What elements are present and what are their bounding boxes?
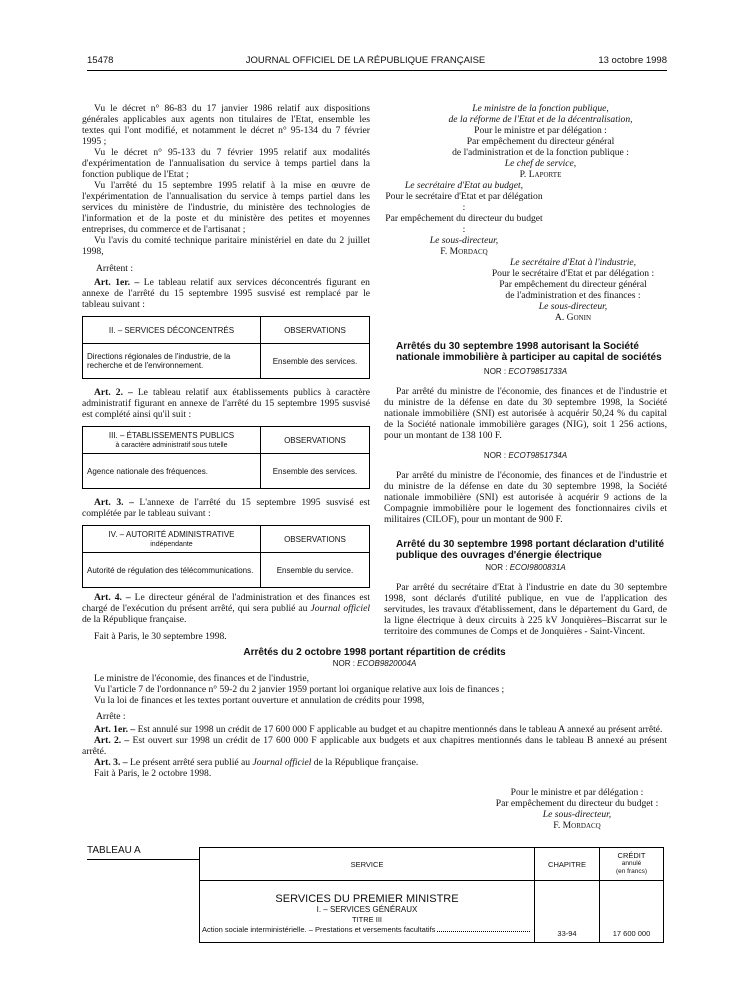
tableau-a — [199, 847, 664, 943]
tableau-label-rule — [87, 859, 199, 860]
decree-paragraph: Par arrêté du ministre de l'économie, des finances et de l'industrie et du ministre de la défense en date du 30 septembre 1998, la Société nationale immobilière (SNI) est autorisée à acquérir 9 actions de la Compagnie immobilière pour le logement des fonctionnaires civils et militaires (CILOF), pour un montant de 900 F. — [384, 470, 667, 525]
article-4: Art. 4. – Le directeur général de l'administration et des finances est chargé de l'exécution du présent arrêté, qui sera publié au Journal officiel de la République française. — [82, 592, 370, 625]
column-header-service: SERVICE — [200, 848, 535, 881]
table-header: II. – SERVICES DÉCONCENTRÉS — [83, 317, 261, 344]
visa-paragraph: Vu l'avis du comité technique paritaire ministériel en date du 2 juillet 1998, — [82, 235, 370, 257]
visa-paragraph: Vu l'arrêté du 15 septembre 1995 relatif à la mise en œuvre de l'expérimentation de l'annualisation du service à temps partiel dans les services du ministère de l'industrie, du ministère des technologies de l'information et de la poste et du ministère des petites et moyennes entreprises, du commerce et de l'artisanat ; — [82, 180, 370, 235]
right-column — [384, 103, 667, 637]
service-subtitle: I. – SERVICES GÉNÉRAUX — [316, 905, 418, 914]
article-3: Art. 3. – Le présent arrêté sera publié au Journal officiel de la République française. — [94, 757, 419, 768]
preamble-line: Le ministre de l'économie, des finances et de l'industrie, — [94, 673, 309, 684]
article-text: Le tableau relatif aux services déconcentrés figurant en annexe de l'arrêté du 15 septembre 1995 susvisé est remplacé par le tableau suivant : — [82, 277, 370, 310]
article-label: Art. 1er. – — [94, 277, 140, 288]
decree-paragraph: Par arrêté du secrétaire d'Etat à l'industrie en date du 30 septembre 1998, sont déclarés d'utilité publique, en vue de l'application des servitudes, les travaux d'établissement, dans le département du Gard, de la ligne électrique à deux circuits à 225 kV Jonquières–Biscarrat sur le territoire des communes de Comps et de Jonquières - Saint-Vincent. — [384, 582, 667, 637]
table-cell: Ensemble du service. — [260, 553, 369, 588]
table-header: III. – ÉTABLISSEMENTS PUBLICS à caractère administratif sous tutelle — [83, 427, 261, 454]
section-title: Arrêté du 30 septembre 1998 portant déclaration d'utilité publique des ouvrages d'énergie électrique — [396, 539, 665, 561]
journal-title: JOURNAL OFFICIEL DE LA RÉPUBLIQUE FRANÇAISE — [245, 55, 486, 66]
bottom-section — [82, 647, 667, 831]
table-cell: Autorité de régulation des télécommunications. — [83, 553, 261, 588]
table-header: OBSERVATIONS — [260, 317, 369, 344]
article-label: Art. 2. – — [94, 387, 133, 398]
signature-block-bottom: Pour le ministre et par délégation : Par empêchement du directeur du budget : Le sous-directeur, F. Mordacq — [495, 787, 659, 831]
nor-reference: NOR : ECOT9851734A — [483, 451, 568, 460]
article-text: Le tableau relatif aux établissements publics à caractère administratif figurant en annexe de l'arrêté du 15 septembre 1995 susvisé est complété ainsi qu'il suit : — [82, 387, 370, 420]
tableau-label: TABLEAU A — [87, 845, 141, 856]
titre-label: TITRE III — [352, 915, 382, 924]
table-cell: Directions régionales de l'industrie, de la recherche et de l'environnement. — [83, 344, 261, 379]
nor-reference: NOR : ECOI9800831A — [485, 563, 566, 572]
column-header-credit: CRÉDIT annulé (en francs) — [600, 848, 664, 881]
row-label: Action sociale interministérielle. – Prestations et versements facultatifs — [202, 925, 532, 935]
page-number: 15478 — [87, 55, 114, 66]
column-header-chapitre: CHAPITRE — [535, 848, 600, 881]
article-1 — [82, 277, 370, 310]
section-title: Arrêtés du 2 octobre 1998 portant répartition de crédits — [243, 647, 506, 658]
article-2: Art. 2. – Est ouvert sur 1998 un crédit de 17 600 000 F applicable aux budgets et aux chapitres mentionnés dans le tableau B annexé au présent arrêté. — [82, 735, 667, 757]
chapitre-cell: 33-94 — [535, 881, 600, 943]
signature-block-budget: Le secrétaire d'Etat au budget, Pour le secrétaire d'Etat et par délégation : Par empêchement du directeur du budget : Le sous-directeur, F. Mordacq — [385, 180, 543, 257]
article-label: Art. 4. – — [94, 592, 131, 603]
nor-reference: NOR : ECOT9851733A — [483, 367, 568, 376]
fait-a-paris: Fait à Paris, le 30 septembre 1998. — [94, 631, 227, 642]
article-1: Art. 1er. – Est annulé sur 1998 un crédit de 17 600 000 F applicable au budget et au chapitre mentionnés dans le tableau A annexé au présent arrêté. — [94, 724, 663, 735]
section-title: Arrêtés du 30 septembre 1998 autorisant la Société nationale immobilière à participer au capital de sociétés — [396, 341, 662, 363]
article-label: Art. 3. – — [94, 497, 134, 508]
signature-block-industrie: Le secrétaire d'Etat à l'industrie, Pour le secrétaire d'Etat et par délégation : Par empêchement du directeur général de l'administration et des finances : Le sous-directeur, A. Gonin — [491, 257, 655, 323]
fait-a-paris: Fait à Paris, le 2 octobre 1998. — [94, 768, 212, 779]
table-cell: Ensemble des services. — [260, 344, 369, 379]
nor-reference: NOR : ECOB9820004A — [332, 659, 417, 668]
visa-paragraph: Vu le décret n° 86-83 du 17 janvier 1986 relatif aux dispositions générales applicables aux agents non titulaires de l'Etat, ensemble les textes qui l'ont modifié, et notamment le décret n° 95-134 du 7 février 1995 ; — [82, 103, 370, 147]
table-row — [200, 881, 535, 943]
left-column — [82, 103, 370, 642]
table-header: OBSERVATIONS — [260, 427, 369, 454]
visa-paragraph: Vu la loi de finances et les textes portant ouverture et annulation de crédits pour 1998, — [94, 695, 425, 706]
autorite-administrative-table — [82, 525, 370, 588]
table-header: IV. – AUTORITÉ ADMINISTRATIVE indépendante — [83, 526, 261, 553]
signature-block-fonction-publique: Le ministre de la fonction publique, de la réforme de l'Etat et de la décentralisation, Pour le ministre et par délégation : Par empêchement du directeur général de l'administration et de la fonction publique : Le chef de service, P. Laporte — [448, 103, 633, 180]
arretent-line: Arrêtent : — [96, 263, 134, 274]
table-cell: Ensemble des services. — [260, 454, 369, 489]
article-3 — [82, 497, 370, 519]
services-deconcentres-table — [82, 316, 370, 379]
table-cell: Agence nationale des fréquences. — [83, 454, 261, 489]
issue-date: 13 octobre 1998 — [598, 55, 667, 66]
credit-cell: 17 600 000 — [600, 881, 664, 943]
article-text: L'annexe de l'arrêté du 15 septembre 1995 susvisé est complétée par le tableau suivant : — [82, 497, 370, 519]
decree-paragraph: Par arrêté du ministre de l'économie, des finances et de l'industrie et du ministre de la défense en date du 30 septembre 1998, la Société nationale immobilière (SNI) est autorisée à acquérir 50,24 % du capital de la Société nationale immobilière garages (NIG), soit 1 256 actions, pour un montant de 138 100 F. — [384, 386, 667, 441]
article-2 — [82, 387, 370, 420]
header-rule — [87, 70, 667, 71]
visa-paragraph: Vu le décret n° 95-133 du 7 février 1995 relatif aux modalités d'expérimentation de l'annualisation du service à temps partiel dans la fonction publique de l'Etat ; — [82, 147, 370, 180]
visa-paragraph: Vu l'article 7 de l'ordonnance n° 59-2 du 2 janvier 1959 portant loi organique relative aux lois de finances ; — [94, 684, 505, 695]
arrete-line: Arrête : — [96, 711, 126, 722]
table-header: OBSERVATIONS — [260, 526, 369, 553]
etablissements-publics-table — [82, 426, 370, 489]
dot-leader — [437, 925, 530, 932]
service-title: SERVICES DU PREMIER MINISTRE — [275, 893, 459, 905]
